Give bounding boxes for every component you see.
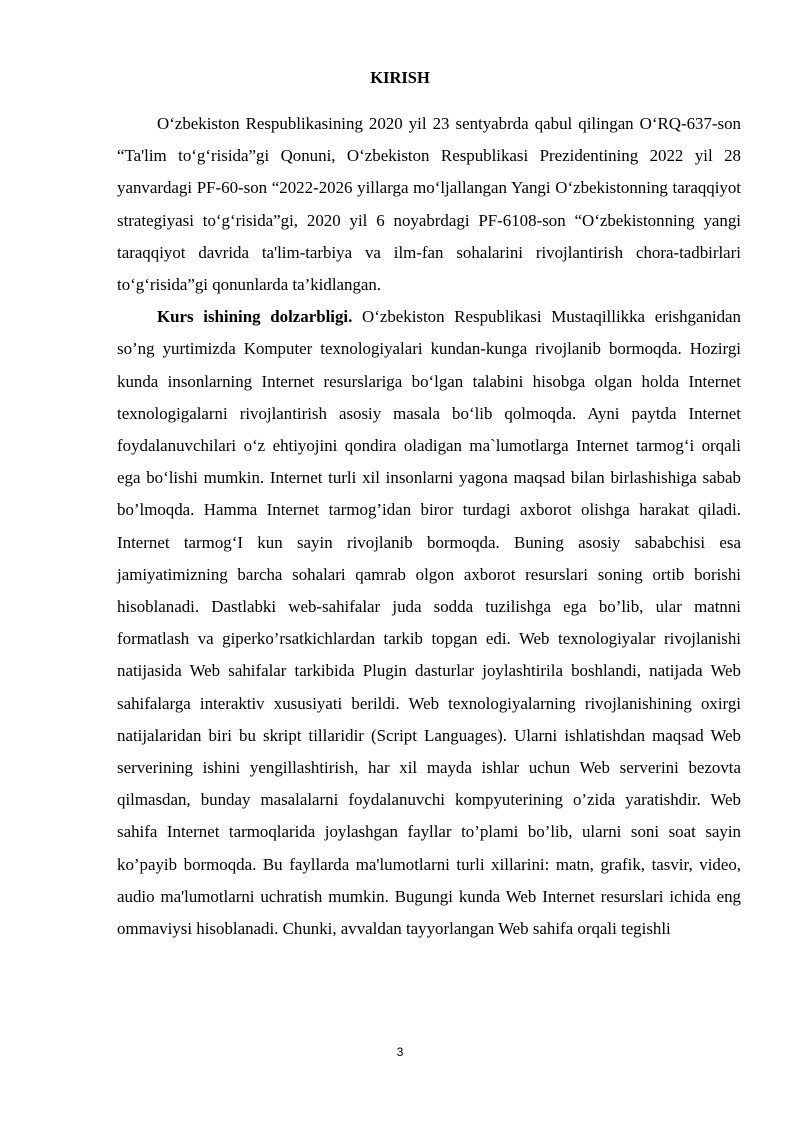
intro-paragraph: O‘zbekiston Respublikasining 2020 yil 23 sentyabrda qabul qilingan O‘RQ-637-son “Ta'lim to‘g‘risida”gi Qonuni, O‘zbekiston Respublikasi Prezidentining 2022 yil 28 yanvardagi PF-60-son “2022-2026 yillarga mo‘ljallangan Yangi O‘zbekistonning taraqqiyot strategiyasi to‘g‘risida”gi, 2020 yil 6 noyabrdagi PF-6108-son “O‘zbekistonning yangi taraqqiyot davrida ta'lim-tarbiya va ilm-fan sohalarini rivojlantirish chora-tadbirlari to‘g‘risida”gi qonunlarda ta’kidlangan. [117, 114, 741, 295]
body-text [117, 108, 741, 945]
relevance-paragraph [117, 301, 741, 945]
relevance-heading: Kurs ishining dolzarbligi. [157, 307, 353, 327]
page-number: 3 [396, 1045, 404, 1059]
page-title: KIRISH [370, 68, 430, 87]
relevance-text: O‘zbekiston Respublikasi Mustaqillikka erishganidan so’ng yurtimizda Komputer texnologiyalari kundan-kunga rivojlanib bormoqda. Hozirgi kunda insonlarning Internet resurslariga bo‘lgan talabini hisobga olgan holda Internet texnologigalarni rivojlantirish asosiy masala bo‘lib qolmoqda. Ayni paytda Internet foydalanuvchilari o‘z ehtiyojini qondira oladigan ma`lumotlarga Internet tarmog‘i orqali ega bo‘lishi mumkin. Internet turli xil insonlarni yagona maqsad bilan birlashishiga sabab bo’lmoqda. Hamma Internet tarmog’idan biror turdagi axborot olishga harakat qiladi. Internet tarmog‘I kun sayin rivojlanib bormoqda. Buning asosiy sababchisi esa jamiyatimizning barcha sohalari qamrab olgon axborot resurslari soning ortib borishi hisoblanadi. Dastlabki web-sahifalar juda sodda tuzilishga ega bo’lib, ular matnni formatlash va giperko’rsatkichlardan tarkib topgan edi. Web texnologiyalar rivojlanishi natijasida Web sahifalar tarkibida Plugin dasturlar joylashtirila boshlandi, natijada Web sahifalarga interaktiv xususiyati berildi. Web texnologiyalarning rivojlanishining oxirgi natijalaridan biri bu skript tillaridir (Script Languages). Ularni ishlatishdan maqsad Web serverining ishini yengillashtirish, har xil mayda ishlar uchun Web serverini bezovta qilmasdan, bunday masalalarni foydalanuvchi kompyuterining o’zida yaratishdir. Web sahifa Internet tarmoqlarida joylashgan fayllar to’plami bo’lib, ularni soni soat sayin ko’payib bormoqda. Bu fayllarda ma'lumotlarni turli xillarini: matn, grafik, tasvir, video, audio ma'lumotlarni uchratish mumkin. Bugungi kunda Web Internet resurslari ichida eng ommaviysi hisoblanadi. Chunki, avvaldan tayyorlangan Web sahifa orqali tegishli [117, 307, 741, 939]
